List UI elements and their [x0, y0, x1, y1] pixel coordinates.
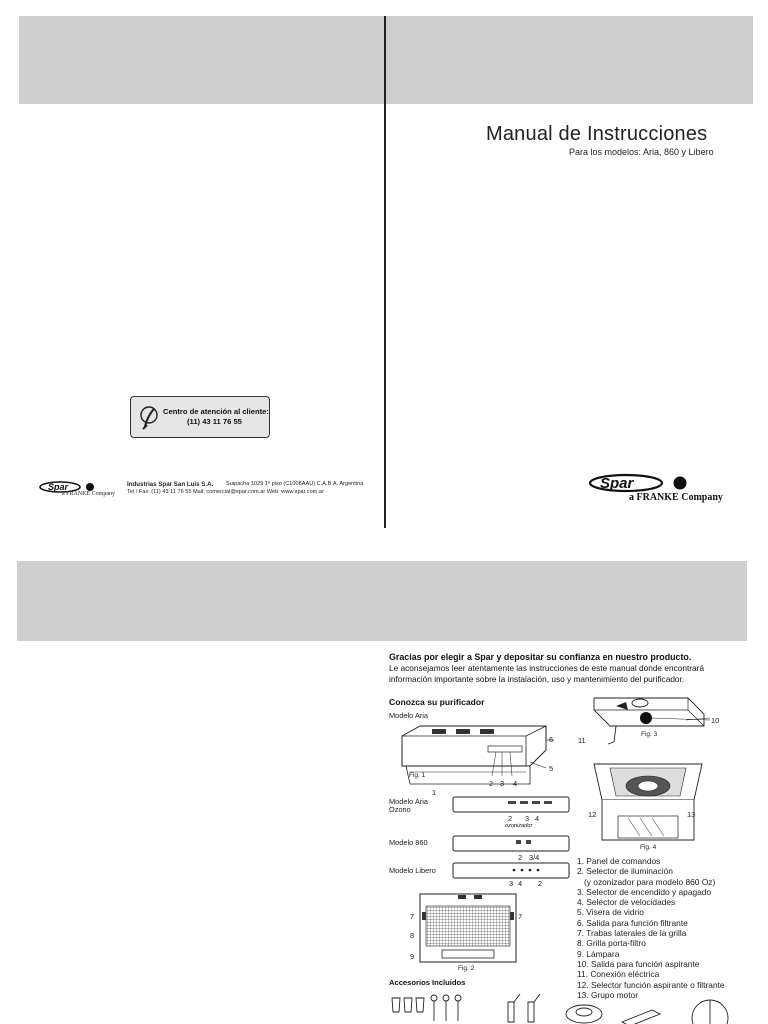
section-heading: Conozca su purificador — [389, 697, 485, 707]
callout-8: 8 — [410, 931, 415, 940]
parts-item: 11. Conexión eléctrica — [577, 969, 660, 980]
fig2-label: Fig. 2 — [458, 965, 475, 972]
callout-4c: 4 — [518, 879, 523, 888]
intro-line-2: Le aconsejamos leer atentamente las instrucciones de este manual donde encontrará — [389, 663, 705, 673]
callout-2d: 2 — [538, 879, 543, 888]
callout-7-right: 7 — [518, 912, 523, 921]
model-aria-label: Modelo Aria — [389, 711, 429, 720]
callout-2b: 2 — [508, 814, 513, 823]
intro-line-1: Gracias por elegir a Spar y depositar su confianza en nuestro producto. — [389, 652, 692, 662]
company-name: Industrias Spar San Luis S.A. — [127, 481, 214, 488]
intro-line-3: información importante sobre la instalación, uso y mantenimiento del purificador. — [389, 674, 685, 684]
parts-item: 2. Selector de iluminación — [577, 866, 673, 877]
callout-13: 13 — [687, 810, 696, 819]
service-phone: (11) 43 11 76 55 — [187, 417, 242, 426]
callout-2a: 2 — [489, 779, 494, 788]
parts-item: 3. Selector de encendido y apagado — [577, 886, 712, 897]
fig2-filter-grille — [418, 892, 518, 964]
callout-4b: 4 — [535, 814, 540, 823]
parts-item: 7. Trabas laterales de la grilla — [577, 928, 687, 939]
model-aria-ozono-label-1: Modelo Aria — [389, 797, 429, 806]
callout-3b: 3 — [525, 814, 530, 823]
cover-fold-line — [384, 16, 386, 528]
parts-item: 4. Selector de velocidades — [577, 897, 676, 908]
spar-logo-large — [588, 472, 692, 494]
panel-aria-ozono — [452, 796, 570, 814]
callout-7-left: 7 — [410, 912, 415, 921]
fig1-label: Fig. 1 — [409, 772, 426, 779]
model-860-label: Modelo 860 — [389, 838, 428, 847]
parts-item: (y ozonizador para modelo 860 Oz) — [577, 876, 716, 887]
phone-icon — [137, 401, 159, 433]
panel-860 — [452, 835, 570, 853]
parts-item: 9. Lámpara — [577, 948, 620, 959]
parts-item: 8. Grilla porta-filtro — [577, 938, 646, 949]
callout-9: 9 — [410, 952, 415, 961]
fig3-label: Fig. 3 — [641, 731, 658, 738]
callout-10: 10 — [711, 716, 720, 725]
fig4-label: Fig. 4 — [640, 844, 657, 851]
manual-subtitle: Para los modelos: Aria, 860 y Libero — [569, 147, 714, 157]
model-aria-ozono-label-2: Ozono — [389, 805, 411, 814]
brand-logo-text-large: Spar — [600, 475, 634, 492]
parts-item: 13. Grupo motor — [577, 989, 638, 1000]
callout-2c: 2 — [518, 853, 523, 862]
callout-3c: 3 — [509, 879, 514, 888]
callout-5: 5 — [549, 764, 554, 773]
panel-libero — [452, 862, 570, 880]
callout-12: 12 — [588, 810, 597, 819]
fig4-hood-underside — [590, 760, 706, 844]
service-label: Centro de atención al cliente: — [163, 407, 269, 416]
ozonizador-label: ozonizador — [505, 823, 533, 829]
brand-tag-small: a FRANKE Company — [62, 491, 115, 497]
parts-item: 6. Salida para función filtrante — [577, 917, 688, 928]
callout-4a: 4 — [513, 779, 518, 788]
parts-item: 5. Visera de vidrio — [577, 907, 644, 918]
brand-tag-large: a FRANKE Company — [629, 492, 723, 503]
brand-logo-text: Spar — [48, 482, 69, 492]
page-banner — [17, 561, 747, 641]
callout-3a: 3 — [500, 779, 505, 788]
parts-item: 10. Salida para función aspirante — [577, 958, 700, 969]
callout-34: 3/4 — [529, 853, 540, 862]
top-banner — [19, 16, 753, 104]
fig3-hood-top — [586, 692, 726, 752]
company-address: Suipacha 1029 1º piso (C1008AAU) C.A.B.A. Argentina — [226, 481, 364, 487]
company-contact: Tel / Fax: (11) 43 11 76 55 Mail: comercial@spar.com.ar Web: www.spar.com.ar — [127, 489, 324, 495]
callout-6: 6 — [549, 735, 554, 744]
callout-11: 11 — [578, 736, 586, 745]
manual-title: Manual de Instrucciones — [486, 123, 708, 145]
accessories-heading: Accesorios Incluidos — [389, 978, 466, 987]
parts-item: 1. Panel de comandos — [577, 856, 661, 866]
customer-service-box — [130, 396, 270, 438]
parts-item: 12. Selector función aspirante o filtrante — [577, 979, 725, 990]
model-libero-label: Modelo Libero — [389, 866, 436, 875]
callout-1: 1 — [432, 788, 437, 797]
parts-list — [577, 856, 725, 1000]
